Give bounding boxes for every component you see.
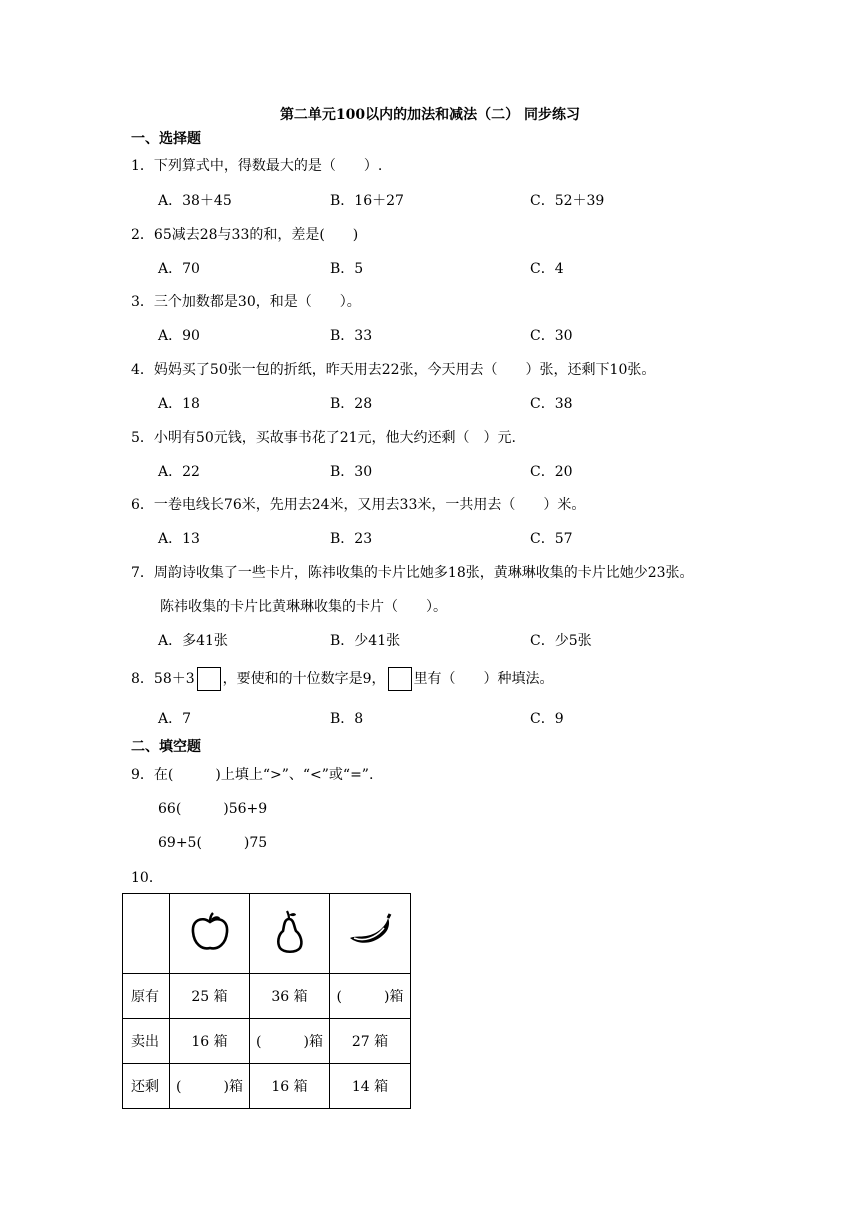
row-label: 还剩 bbox=[123, 1064, 170, 1109]
option-7b: B．少41张 bbox=[330, 633, 401, 649]
option-1a: A．38＋45 bbox=[158, 193, 232, 209]
option-4b: B．28 bbox=[330, 396, 373, 412]
option-6a: A．13 bbox=[158, 531, 200, 547]
question-7: 7．周韵诗收集了一些卡片，陈祎收集的卡片比她多18张，黄琳琳收集的卡片比她少23张。 bbox=[131, 565, 694, 581]
section-fill-heading: 二、填空题 bbox=[131, 739, 201, 755]
pear-cell bbox=[250, 894, 330, 974]
option-7c: C．少5张 bbox=[530, 633, 592, 649]
question-1: 1．下列算式中，得数最大的是（ ）. bbox=[131, 158, 383, 174]
question-8-part-c: 里有（ ）种填法。 bbox=[413, 671, 554, 687]
option-1b: B．16＋27 bbox=[330, 193, 404, 209]
option-7a: A．多41张 bbox=[158, 633, 228, 649]
pear-icon bbox=[272, 909, 308, 955]
table-cell: 25 箱 bbox=[170, 974, 250, 1019]
option-6c: C．57 bbox=[530, 531, 573, 547]
option-5b: B．30 bbox=[330, 464, 373, 480]
question-7-continued: 陈祎收集的卡片比黄琳琳收集的卡片（ ）。 bbox=[160, 599, 447, 615]
table-cell: 14 箱 bbox=[330, 1064, 411, 1109]
option-2a: A．70 bbox=[158, 261, 200, 277]
table-cell[interactable]: ( )箱 bbox=[330, 974, 411, 1019]
question-8-part-a: 8．58＋3 bbox=[131, 671, 195, 687]
option-3c: C．30 bbox=[530, 328, 573, 344]
answer-box[interactable] bbox=[388, 667, 412, 691]
table-cell: 16 箱 bbox=[250, 1064, 330, 1109]
question-2: 2．65减去28与33的和，差是( ) bbox=[131, 227, 359, 243]
banana-icon bbox=[346, 912, 394, 952]
table-row bbox=[123, 1064, 411, 1109]
row-label: 卖出 bbox=[123, 1019, 170, 1064]
option-8c: C．9 bbox=[530, 711, 564, 727]
table-row bbox=[123, 1019, 411, 1064]
question-6: 6．一卷电线长76米，先用去24米，又用去33米，一共用去（ ）米。 bbox=[131, 497, 586, 513]
question-3: 3．三个加数都是30，和是（ ）。 bbox=[131, 294, 361, 310]
option-5c: C．20 bbox=[530, 464, 573, 480]
question-10: 10． bbox=[131, 870, 163, 886]
question-8-part-b: ，要使和的十位数字是9， bbox=[222, 671, 386, 687]
banana-cell bbox=[330, 894, 411, 974]
table-header-row bbox=[123, 894, 411, 974]
option-8b: B．8 bbox=[330, 711, 364, 727]
row-label: 原有 bbox=[123, 974, 170, 1019]
option-2b: B．5 bbox=[330, 261, 364, 277]
question-9-line-1: 66( )56+9 bbox=[158, 801, 268, 817]
answer-box[interactable] bbox=[197, 667, 221, 691]
option-8a: A．7 bbox=[158, 711, 192, 727]
option-4a: A．18 bbox=[158, 396, 200, 412]
table-cell: 16 箱 bbox=[170, 1019, 250, 1064]
question-9: 9．在( )上填上“>”、“<”或“=”. bbox=[131, 767, 374, 783]
option-3b: B．33 bbox=[330, 328, 373, 344]
table-corner bbox=[123, 894, 170, 974]
option-2c: C．4 bbox=[530, 261, 564, 277]
option-1c: C．52＋39 bbox=[530, 193, 605, 209]
page-title: 第二单元100以内的加法和减法（二） 同步练习 bbox=[279, 107, 581, 123]
question-4: 4．妈妈买了50张一包的折纸，昨天用去22张，今天用去（ ）张，还剩下10张。 bbox=[131, 362, 656, 378]
option-5a: A．22 bbox=[158, 464, 200, 480]
table-cell[interactable]: ( )箱 bbox=[170, 1064, 250, 1109]
table-cell[interactable]: ( )箱 bbox=[250, 1019, 330, 1064]
table-cell: 27 箱 bbox=[330, 1019, 411, 1064]
section-choice-heading: 一、选择题 bbox=[131, 131, 201, 147]
option-6b: B．23 bbox=[330, 531, 373, 547]
question-5: 5．小明有50元钱，买故事书花了21元，他大约还剩（ ）元. bbox=[131, 430, 516, 446]
apple-cell bbox=[170, 894, 250, 974]
apple-icon bbox=[188, 910, 232, 954]
table-cell: 36 箱 bbox=[250, 974, 330, 1019]
question-8 bbox=[131, 665, 554, 693]
fruit-table bbox=[122, 893, 411, 1109]
option-3a: A．90 bbox=[158, 328, 200, 344]
table-row bbox=[123, 974, 411, 1019]
option-4c: C．38 bbox=[530, 396, 573, 412]
question-9-line-2: 69+5( )75 bbox=[158, 835, 268, 851]
